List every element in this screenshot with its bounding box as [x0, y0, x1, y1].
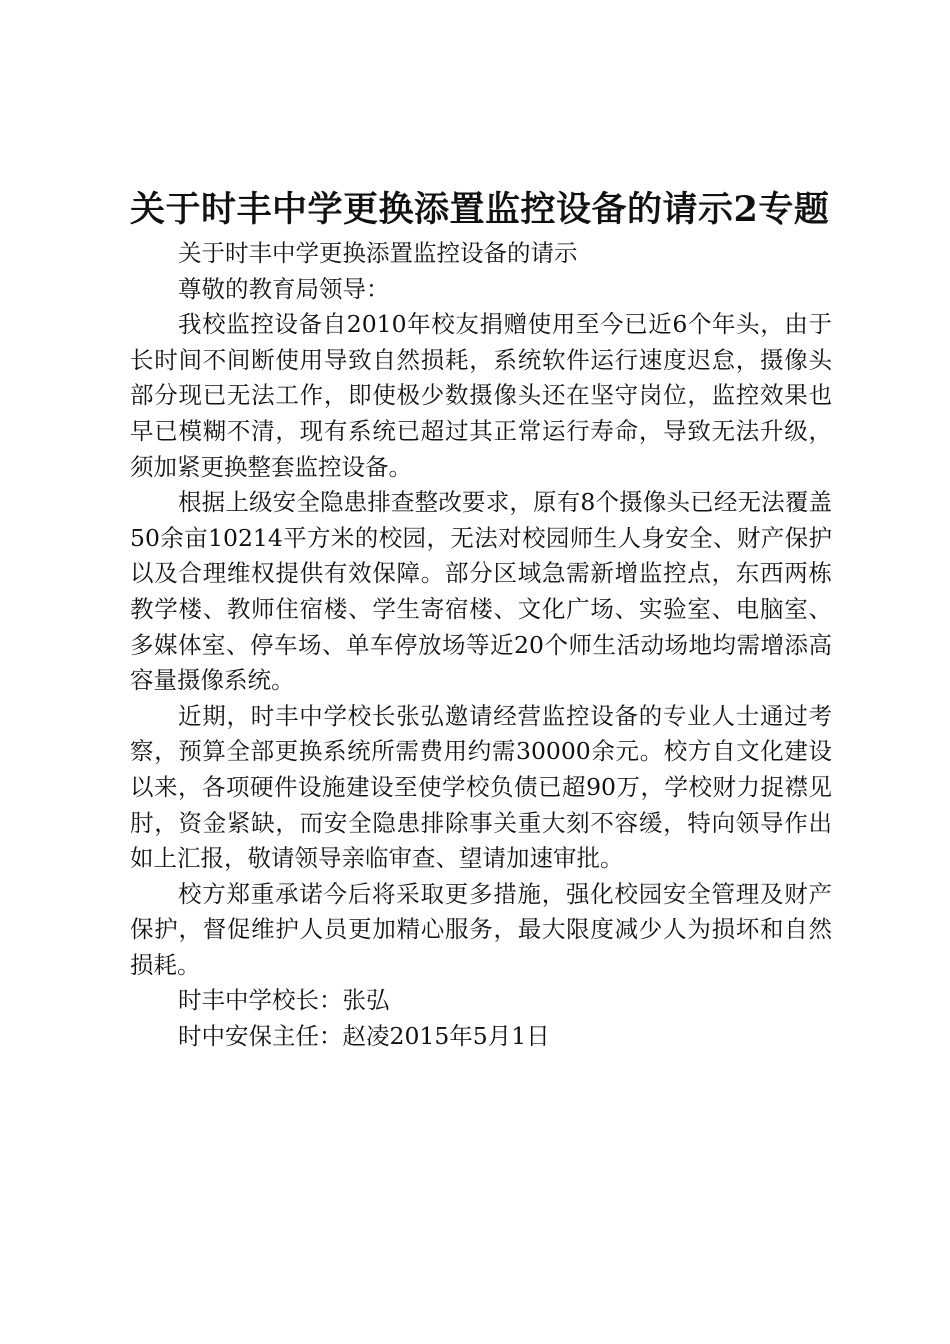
paragraph-commitment: 校方郑重承诺今后将采取更多措施，强化校园安全管理及财产保护，督促维护人员更加精心服务，最大限度减少人为损坏和自然损耗。 — [130, 879, 832, 979]
paragraph-budget-request: 近期，时丰中学校长张弘邀请经营监控设备的专业人士通过考察，预算全部更换系统所需费用约需30000余元。校方自文化建设以来，各项硬件设施建设至使学校负债已超90万，学校财力捉襟见肘，资金紧缺，而安全隐患排除事关重大刻不容缓，特向领导作出如上汇报，敬请领导亲临审查、望请加速审批。 — [130, 701, 832, 873]
salutation: 尊敬的教育局领导： — [178, 274, 390, 303]
signature-security-director: 时中安保主任：赵凌2015年5月1日 — [178, 1022, 550, 1051]
paragraph-safety-requirements: 根据上级安全隐患排查整改要求，原有8个摄像头已经无法覆盖50余亩10214平方米的校园，无法对校园师生人身安全、财产保护以及合理维权提供有效保障。部分区域急需新增监控点，东西两栋教学楼、教师住宿楼、学生寄宿楼、文化广场、实验室、电脑室、多媒体室、停车场、单车停放场等近20个师生活动场地均需增添高容量摄像系统。 — [130, 488, 832, 695]
signature-principal: 时丰中学校长：张弘 — [178, 986, 390, 1015]
document-title: 关于时丰中学更换添置监控设备的请示2专题 — [130, 189, 830, 230]
subject-line: 关于时丰中学更换添置监控设备的请示 — [178, 239, 578, 267]
document-body — [130, 236, 832, 1055]
paragraph-equipment-status: 我校监控设备自2010年校友捐赠使用至今已近6个年头，由于长时间不间断使用导致自然损耗，系统软件运行速度迟怠，摄像头部分现已无法工作，即使极少数摄像头还在坚守岗位，监控效果也早已模糊不清，现有系统已超过其正常运行寿命，导致无法升级，须加紧更换整套监控设备。 — [130, 310, 832, 481]
